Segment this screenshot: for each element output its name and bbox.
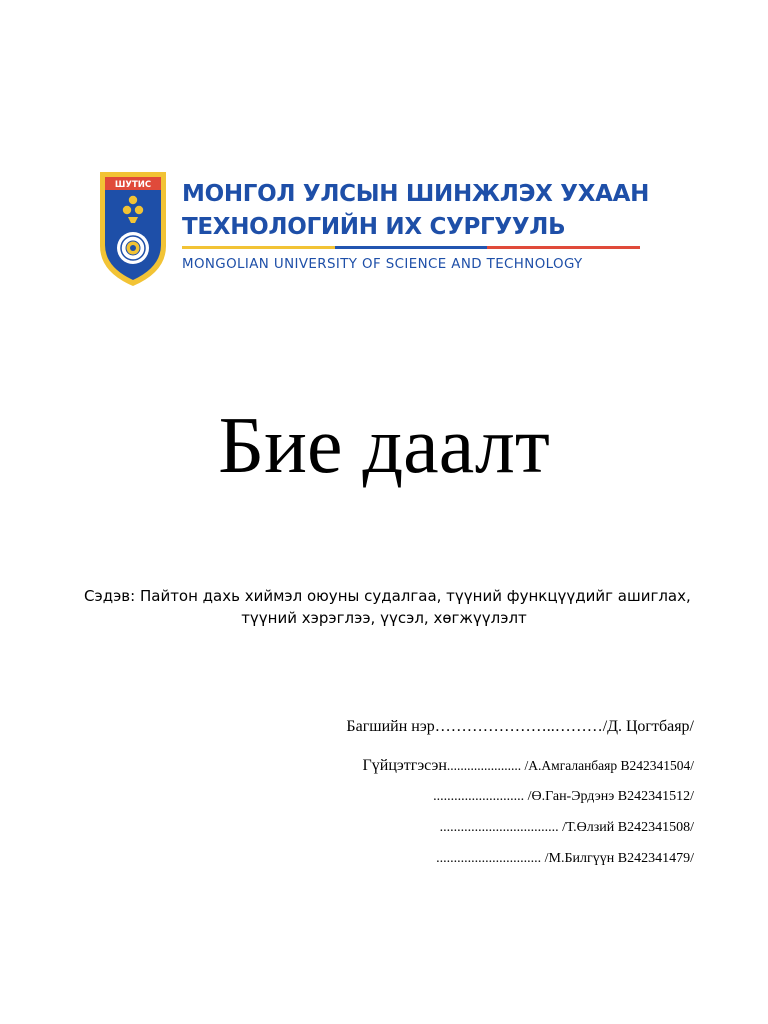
performer-signature-line-4: .............................. /М.Билгүүн B242341479/ <box>436 851 694 866</box>
university-name-mn <box>182 178 649 244</box>
performer-signature-line-2: .......................... /Ө.Ган-Эрдэнэ B242341512/ <box>433 789 694 804</box>
topic-line2: түүний хэрэглээ, үүсэл, хөгжүүлэлт <box>241 609 527 627</box>
university-name-line1: МОНГОЛ УЛСЫН ШИНЖЛЭХ УХААН <box>182 181 650 207</box>
university-name-en: MONGOLIAN UNIVERSITY OF SCIENCE AND TECHNOLOGY <box>182 257 583 272</box>
document-title: Бие даалт <box>218 402 550 490</box>
teacher-signature-line: Багшийн нэр…………………..………/Д. Цогтбаяр/ <box>346 718 694 735</box>
topic-line1: Сэдэв: Пайтон дахь хиймэл оюуны судалгаа, түүний функцүүдийг ашиглах, <box>84 587 691 605</box>
university-name-line2: ТЕХНОЛОГИЙН ИХ СУРГУУЛЬ <box>182 214 566 240</box>
university-logo <box>98 168 658 290</box>
performer-signature-line-3: .................................. /Т.Өлзий B242341508/ <box>439 820 694 835</box>
university-shield-icon <box>98 168 168 288</box>
document-topic <box>84 585 691 629</box>
performed-by-label: Гүйцэтгэсэн <box>362 757 447 774</box>
shield-badge-text: ШУТИС <box>114 180 152 190</box>
performer-signature-line-1 <box>363 757 694 775</box>
tricolor-divider <box>182 246 640 249</box>
performer-1: ...................... /А.Амгаланбаяр B242341504/ <box>446 758 694 773</box>
